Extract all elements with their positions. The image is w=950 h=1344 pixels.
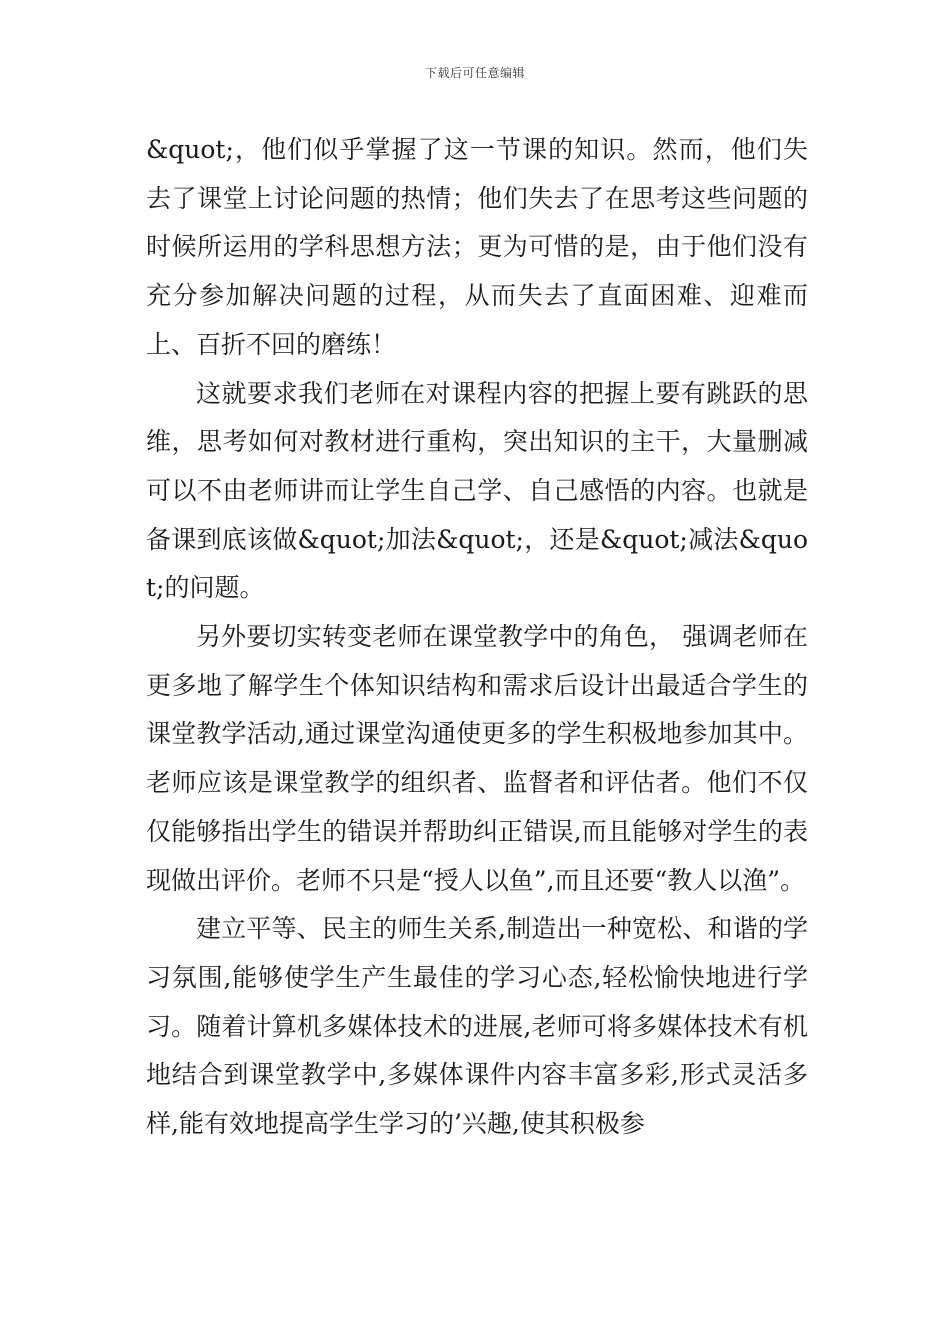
document-body: [146, 126, 808, 1149]
paragraph-1: &quot;，他们似乎掌握了这一节课的知识。然而，他们失去了课堂上讨论问题的热情；他们失去了在思考这些问题的时候所运用的学科思想方法；更为可惜的是，由于他们没有充分参加解决问题的过程，从而失去了直面困难、迎难而上、百折不回的磨练！: [146, 135, 808, 359]
paragraph-2: 这就要求我们老师在对课程内容的把握上要有跳跃的思维，思考如何对教材进行重构，突出知识的主干，大量删减可以不由老师讲而让学生自己学、自己感悟的内容。也就是备课到底该做&quot;加法&quot;，还是&quot;减法&quot;的问题。: [146, 378, 808, 603]
paragraph-4: 建立平等、民主的师生关系,制造出一种宽松、和谐的学习氛围,能够使学生产生最佳的学习心态,轻松愉快地进行学习。随着计算机多媒体技术的进展,老师可将多媒体技术有机地结合到课堂教学中,多媒体课件内容丰富多彩,形式灵活多样,能有效地提高学生学习的’兴趣,使其积极参: [146, 914, 808, 1139]
page-header: 下载后可任意编辑: [424, 66, 525, 80]
paragraph-3: 另外要切实转变老师在课堂教学中的角色， 强调老师在更多地了解学生个体知识结构和需求后设计出最适合学生的课堂教学活动,通过课堂沟通使更多的学生积极地参加其中。老师应该是课堂教学的组织者、监督者和评估者。他们不仅仅能够指出学生的错误并帮助纠正错误,而且能够对学生的表现做出评价。老师不只是“授人以鱼”,而且还要“教人以渔”。: [146, 622, 808, 895]
